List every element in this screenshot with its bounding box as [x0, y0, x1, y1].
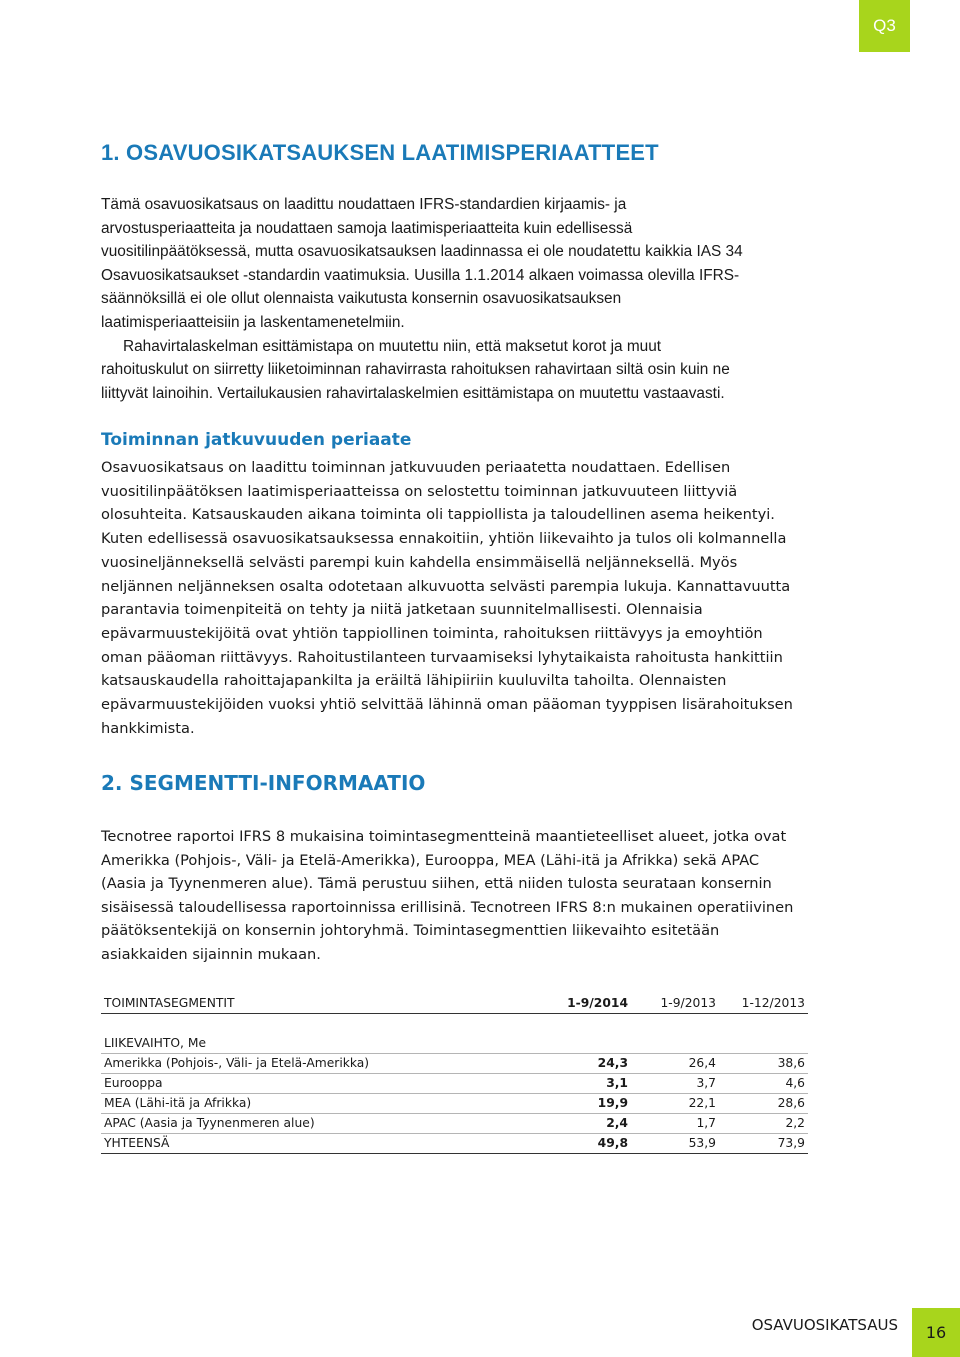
going-concern-title: Toiminnan jatkuvuuden periaate [101, 430, 412, 450]
text-line: (Aasia ja Tyynenmeren alue). Tämä perustuu siihen, että niiden tulosta seurataan konsernin [101, 875, 772, 893]
text-line: liittyvät lainoihin. Vertailukausien rahavirtalaskelmien esittämistapa on muutettu vastaavasti. [101, 384, 725, 402]
table-cell: MEA (Lähi-itä ja Afrikka) [101, 1093, 541, 1113]
table-row [101, 1113, 808, 1133]
table-cell: 3,1 [541, 1073, 631, 1093]
text-line: katsauskaudella rahoittajapankilta ja eräiltä lähipiiriin kuuluvilta tahoilta. Olennaisten [101, 672, 727, 690]
text-line: arvostusperiaatteita ja noudattaen samoja laatimisperiaatteita kuin edellisessä [101, 219, 633, 237]
table-cell: Eurooppa [101, 1073, 541, 1093]
table-cell: 19,9 [541, 1093, 631, 1113]
text-line: Amerikka (Pohjois-, Väli- ja Etelä-Amerikka), Eurooppa, MEA (Lähi-itä ja Afrikka) sekä APAC [101, 851, 760, 869]
section-1-body [101, 193, 846, 405]
table-cell: 24,3 [541, 1053, 631, 1073]
segment-revenue-table [101, 993, 808, 1154]
table-cell: APAC (Aasia ja Tyynenmeren alue) [101, 1113, 541, 1133]
table-total-row [101, 1133, 808, 1153]
table-header-cell: 1-9/2014 [541, 993, 631, 1013]
text-line: laatimisperiaatteisiin ja laskentamenetelmiin. [101, 313, 405, 331]
text-line: vuositilinpäätöksessä, mutta osavuosikatsauksen laadinnassa ei ole noudatettu kaikkia IAS 34 [101, 243, 743, 261]
table-cell: 1,7 [631, 1113, 719, 1133]
section-2-title: 2. SEGMENTTI-INFORMAATIO [101, 771, 426, 795]
going-concern-body [101, 456, 846, 740]
table-cell: 2,4 [541, 1113, 631, 1133]
table-cell: 3,7 [631, 1073, 719, 1093]
text-line: epävarmuustekijöiden vuoksi yhtiö selvittää lähinnä oman pääoman tyyppisen lisärahoituksen [101, 696, 793, 714]
table-group-row [101, 1033, 808, 1053]
table-cell: 53,9 [631, 1133, 719, 1153]
text-line: oman pääoman riittävyys. Rahoitustilanteen turvaamiseksi lyhytaikaista rahoitusta hankittiin [101, 648, 783, 666]
text-line: hankkimista. [101, 719, 195, 737]
text-line: Osavuosikatsaukset -standardin vaatimuksia. Uusilla 1.1.2014 alkaen voimassa olevilla IFRS- [101, 266, 740, 284]
table-spacer-row [101, 1013, 808, 1033]
table-header-row [101, 993, 808, 1013]
section-2-body [101, 825, 846, 967]
text-line: olosuhteita. Katsauskauden aikana toiminta oli tappiollista ja taloudellinen asema heikentyi. [101, 506, 775, 524]
text-line: epävarmuustekijöitä ovat yhtiön tappiollinen toiminta, rahoituksen riittävyys ja emoyhtiön [101, 624, 763, 642]
table-cell: 2,2 [719, 1113, 808, 1133]
text-line: päätöksentekijä on konsernin johtoryhmä. Toimintasegmenttien liikevaihto esitetään [101, 922, 720, 940]
text-line: neljännen neljänneksen osalta odotetaan alkuvuotta selvästi parempia lukuja. Kannattavuutta [101, 577, 791, 595]
text-line: asiakkaiden sijainnin mukaan. [101, 945, 321, 963]
quarter-badge: Q3 [859, 0, 910, 52]
text-line: säännöksillä ei ole ollut olennaista vaikutusta konsernin osavuosikatsauksen [101, 290, 622, 308]
table-cell: 38,6 [719, 1053, 808, 1073]
text-line: rahoituskulut on siirretty liiketoiminnan rahavirrasta rahoituksen rahavirtaan siltä osin kuin ne [101, 361, 730, 379]
text-line: vuositilinpäätöksen laatimisperiaatteissa on selostettu toiminnan jatkuvuuteen liittyviä [101, 482, 738, 500]
text-line: parantavia toimenpiteitä on tehty ja niitä jatketaan suunnitelmallisesti. Olennaisia [101, 601, 703, 619]
page-number: 16 [912, 1308, 960, 1357]
table-cell: YHTEENSÄ [101, 1133, 541, 1153]
text-line: Tämä osavuosikatsaus on laadittu noudattaen IFRS-standardien kirjaamis- ja [101, 196, 627, 213]
table-row [101, 1093, 808, 1113]
text-line: Rahavirtalaskelman esittämistapa on muutettu niin, että maksetut korot ja muut [123, 337, 662, 355]
table-cell: 26,4 [631, 1053, 719, 1073]
table-cell: 73,9 [719, 1133, 808, 1153]
text-line: Tecnotree raportoi IFRS 8 mukaisina toimintasegmentteinä maantieteelliset alueet, jotka ovat [101, 828, 787, 845]
text-line: vuosineljänneksellä selvästi parempi kuin kahdella ensimmäisellä neljänneksellä. Myös [101, 553, 738, 571]
text-line: Kuten edellisessä osavuosikatsauksessa ennakoitiin, yhtiön liikevaihto ja tulos oli kolmannella [101, 530, 787, 548]
table-cell: 22,1 [631, 1093, 719, 1113]
table-header-cell: TOIMINTASEGMENTIT [101, 993, 541, 1013]
table-header-cell: 1-9/2013 [631, 993, 719, 1013]
table-cell: 49,8 [541, 1133, 631, 1153]
table-cell: 28,6 [719, 1093, 808, 1113]
text-line: sisäisessä taloudellisessa raportoinnissa erillisinä. Tecnotreen IFRS 8:n mukainen operatiivinen [101, 898, 794, 916]
text-line: Osavuosikatsaus on laadittu toiminnan jatkuvuuden periaatetta noudattaen. Edellisen [101, 459, 731, 476]
table-row [101, 1073, 808, 1093]
table-row [101, 1053, 808, 1073]
table-header-cell: 1-12/2013 [719, 993, 808, 1013]
table-cell: 4,6 [719, 1073, 808, 1093]
footer-label: OSAVUOSIKATSAUS [751, 1316, 898, 1334]
section-1-title: 1. OSAVUOSIKATSAUKSEN LAATIMISPERIAATTEET [101, 140, 659, 165]
table-cell: Amerikka (Pohjois-, Väli- ja Etelä-Amerikka) [101, 1053, 541, 1073]
table-group-label: LIIKEVAIHTO, Me [101, 1033, 808, 1053]
